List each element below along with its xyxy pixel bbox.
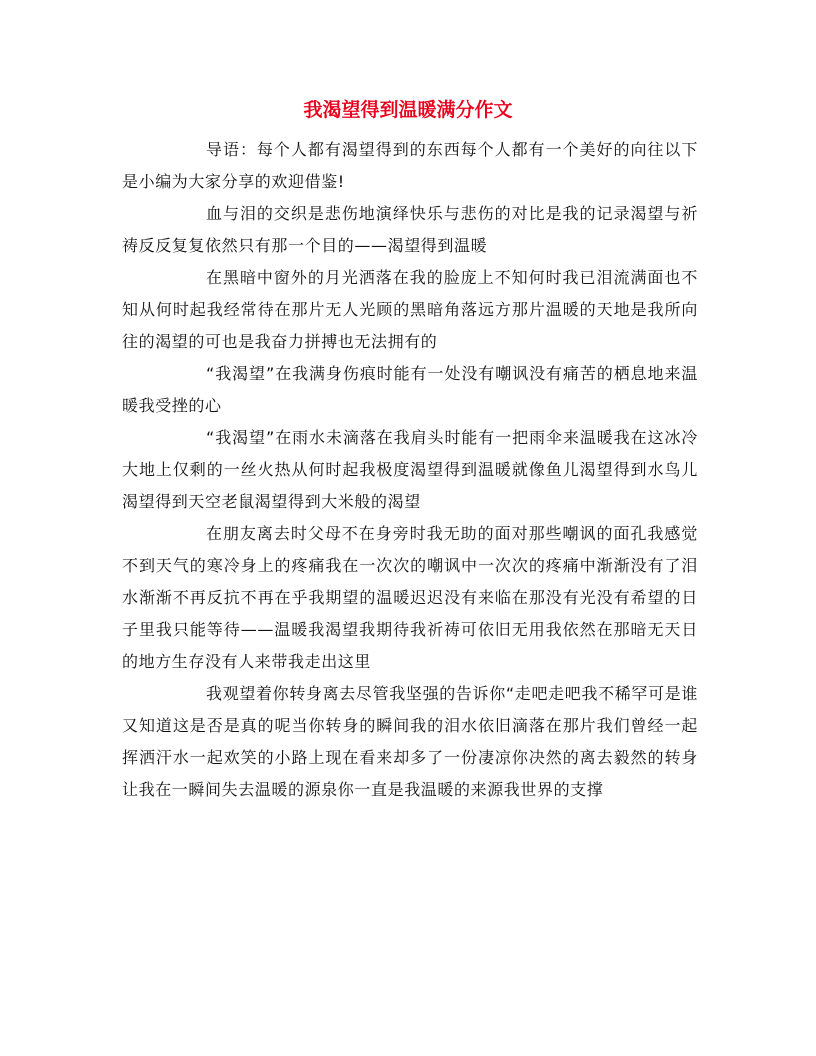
- paragraph-6: 在朋友离去时父母不在身旁时我无助的面对那些嘲讽的面孔我感觉不到天气的寒冷身上的疼痛我在一次次的嘲讽中一次次的疼痛中渐渐没有了泪水渐渐不再反抗不再在乎我期望的温暖迟迟没有来临在那没有光没有希望的日子里我只能等待——温暖我渴望我期待我祈祷可依旧无用我依然在那暗无天日的地方生存没有人来带我走出这里: [122, 524, 698, 671]
- document-title: 我渴望得到温暖满分作文: [303, 99, 513, 121]
- paragraph-5: “我渴望”在雨水未滴落在我肩头时能有一把雨伞来温暖我在这冰冷大地上仅剩的一丝火热从何时起我极度渴望得到温暖就像鱼儿渴望得到水鸟儿渴望得到天空老鼠渴望得到大米般的渴望: [122, 428, 698, 511]
- paragraph-3: 在黑暗中窗外的月光洒落在我的脸庞上不知何时我已泪流满面也不知从何时起我经常待在那片无人光顾的黑暗角落远方那片温暖的天地是我所向往的渴望的可也是我奋力拼搏也无法拥有的: [122, 268, 698, 351]
- paragraph-7: 我观望着你转身离去尽管我坚强的告诉你“走吧走吧我不稀罕可是谁又知道这是否是真的呢当你转身的瞬间我的泪水依旧滴落在那片我们曾经一起挥洒汗水一起欢笑的小路上现在看来却多了一份凄凉你决然的离去毅然的转身让我在一瞬间失去温暖的源泉你一直是我温暖的来源我世界的支撑: [122, 684, 698, 799]
- document-body: [122, 134, 698, 806]
- paragraph-intro: 导语：每个人都有渴望得到的东西每个人都有一个美好的向往以下是小编为大家分享的欢迎借鉴!: [122, 140, 698, 191]
- paragraph-4: “我渴望”在我满身伤痕时能有一处没有嘲讽没有痛苦的栖息地来温暖我受挫的心: [122, 364, 698, 415]
- paragraph-2: 血与泪的交织是悲伤地演绎快乐与悲伤的对比是我的记录渴望与祈祷反反复复依然只有那一个目的——渴望得到温暖: [122, 204, 698, 255]
